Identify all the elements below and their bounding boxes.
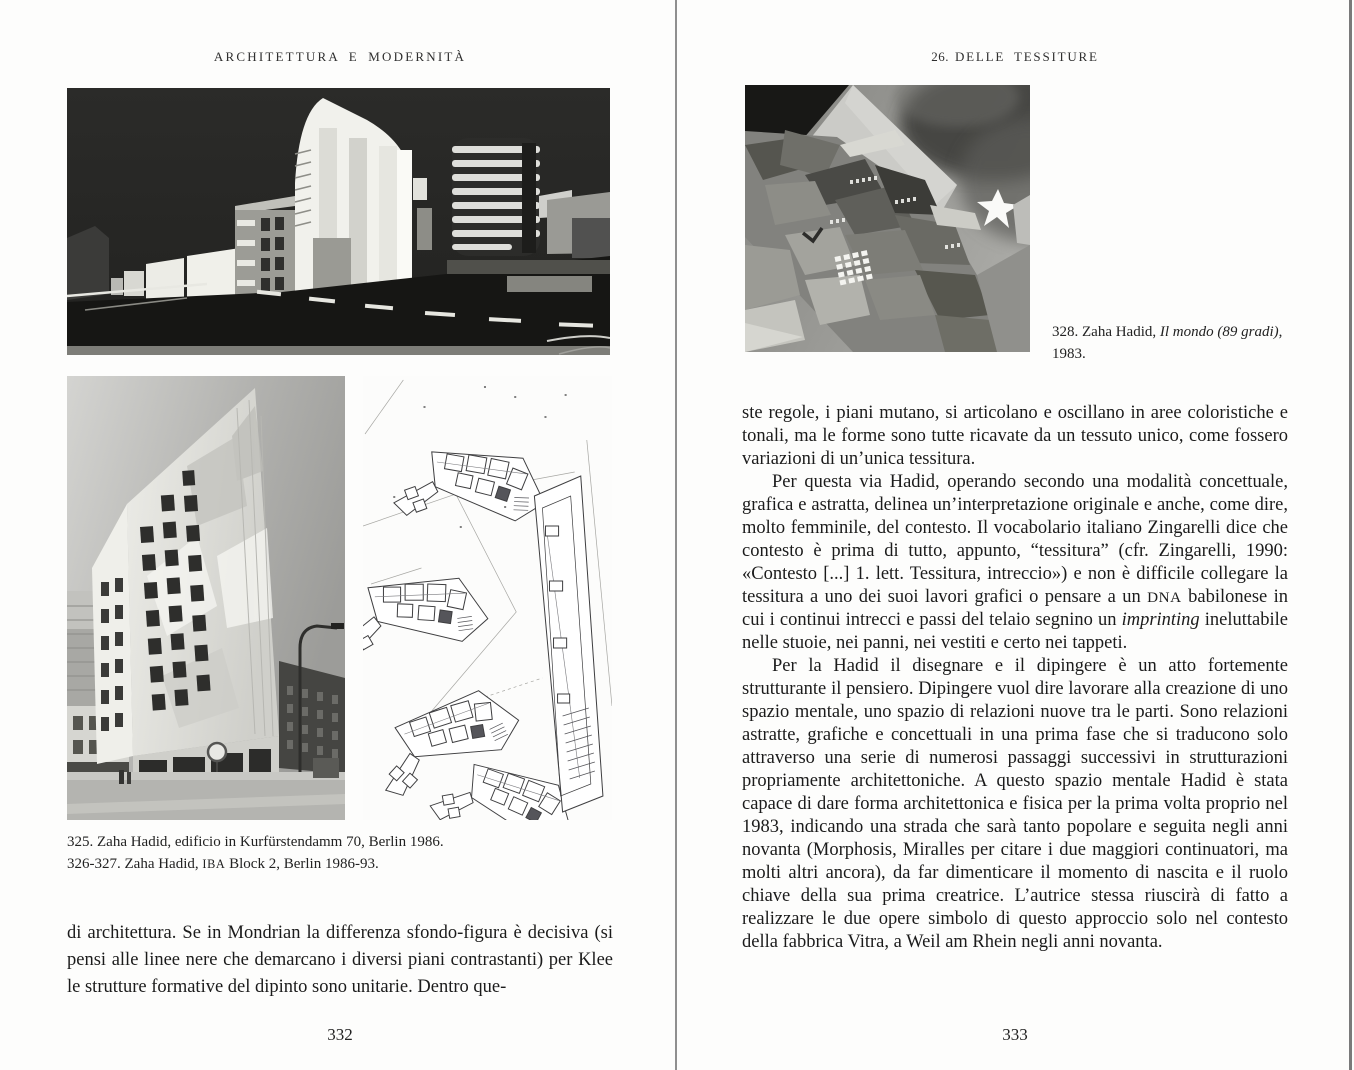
chapter-title: DELLE TESSITURE <box>954 49 1099 64</box>
caption-328 <box>1052 321 1292 365</box>
body-text-right <box>742 402 1288 954</box>
running-head-right <box>742 49 1288 65</box>
caption-text: 328. Zaha Hadid, Il mondo (89 gradi), 1983. <box>1052 324 1283 362</box>
figure-kurfurstendamm-rendering <box>67 88 610 355</box>
running-head-left: ARCHITETTURA E MODERNITÀ <box>213 49 467 64</box>
folio-right: 333 <box>1002 1025 1028 1044</box>
figure-iba-building-photo <box>67 376 345 820</box>
page-edge-shadow <box>1349 0 1352 1070</box>
caption-325-327 <box>67 831 613 875</box>
folio-left: 332 <box>327 1025 353 1044</box>
figure-site-plan-drawing <box>363 376 612 820</box>
body-text-left <box>67 920 613 1001</box>
paragraph: Per questa via Hadid, operando secondo una modalità concettuale, grafica e astratta, delinea un’interpretazione originale e anche, come dire, molto femminile, del contesto. Il vocabolario italiano Zingarelli dice che contesto è prima di tutto, appunto, “tessitura” (cfr. Zingarelli, 1990: «Contesto [...] 1. lett. Tessitura, intreccio») e non è difficile collegare la tessitura a uno dei suoi lavori grafici o pensare a un DNA babilonese in cui i continui intrecci e passi del telaio segnino un imprinting ineluttabile nelle stuoie, nei panni, nei vestiti e certo nei tappeti. <box>742 472 1288 653</box>
caption-line: 325. Zaha Hadid, edificio in Kurfürstendamm 70, Berlin 1986. <box>67 834 444 850</box>
paragraph: di architettura. Se in Mondrian la differenza sfondo-figura è decisiva (si pensi alle linee nere che demarcano i diversi piani contrastanti) per Klee le strutture formative del dipinto sono unitarie. Dentro que- <box>67 923 613 997</box>
paragraph: Per la Hadid il disegnare e il dipingere è un atto fortemente strutturante il pensiero. Dipingere vuol dire lavorare alla creazione di uno spazio mentale, uno spazio di relazioni nuove tra le parti. Sono relazioni astratte, grafiche e concettuali in una prima fase che si traducono solo attraverso una serie di numerosi passaggi successivi in strutturazioni propriamente architettoniche. A questo spazio mentale Hadid è stata capace di dare forma architettonica e fisica per la prima volta proprio nel 1983, indicando una strada che sarà tanto popolare e seguita negli anni novanta (Morphosis, Miralles per citare i due maggiori continuatori, ma molti altri ancora), da far dimenticare il momento di nascita e il ruolo chiave della sua prima creatrice. L’autrice stessa riuscirà di fatto a realizzare le due opere simbolo di questo approccio solo nel contesto della fabbrica Vitra, a Weil am Rhein negli anni novanta. <box>742 656 1288 952</box>
caption-line: 326-327. Zaha Hadid, IBA Block 2, Berlin 1986-93. <box>67 856 379 872</box>
paragraph: ste regole, i piani mutano, si articolano e oscillano in aree coloristiche e tonali, ma le forme sono tutte ricavate da un tessuto unico, come fossero variazioni di un’unica tessitura. <box>742 403 1288 469</box>
page-gutter-divider <box>675 0 677 1070</box>
figure-il-mondo-painting <box>745 85 1030 352</box>
chapter-number: 26. <box>931 49 949 64</box>
